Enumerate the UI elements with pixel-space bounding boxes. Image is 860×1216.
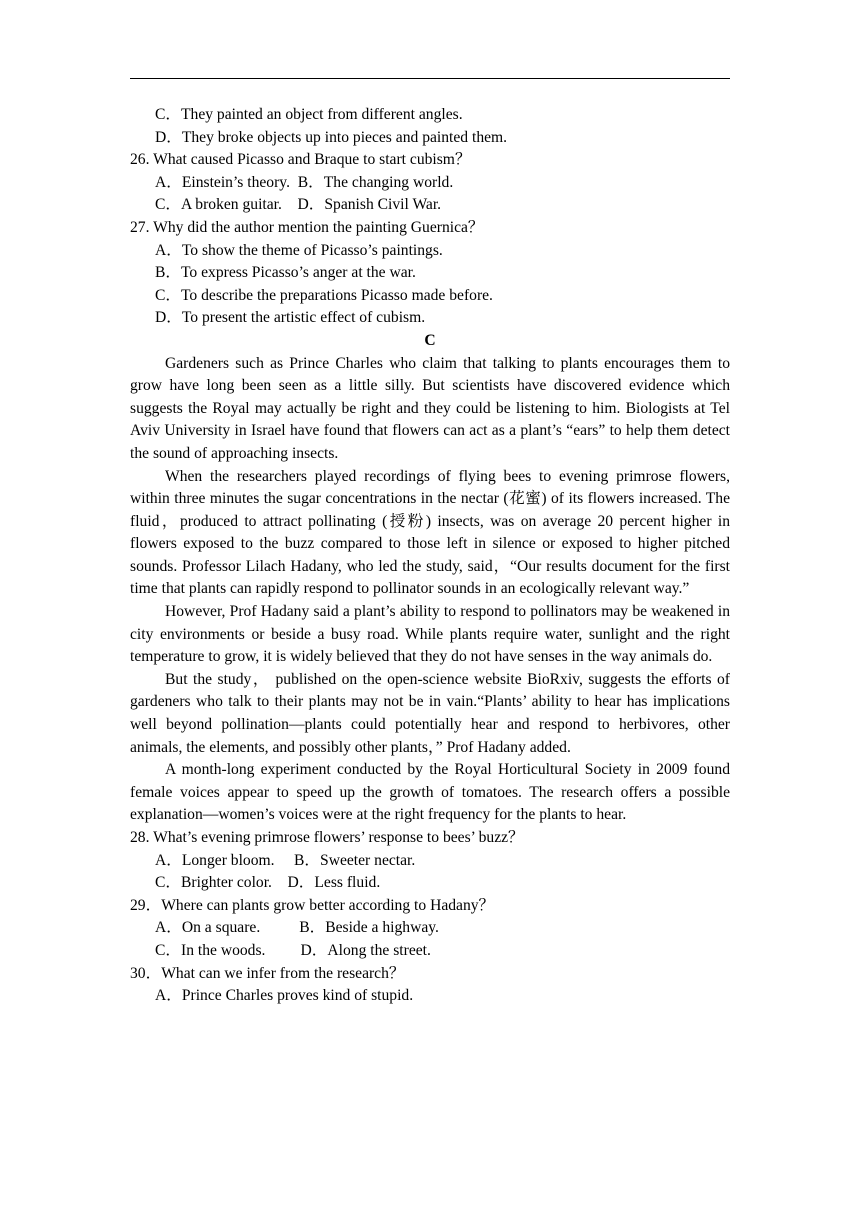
answer-option: C．To describe the preparations Picasso made before. — [155, 286, 493, 304]
answer-option: C．They painted an object from different angles. — [155, 106, 463, 123]
answer-option: C．Brighter color. D．Less fluid. — [155, 874, 381, 892]
answer-option: B．To express Picasso’s anger at the war. — [155, 264, 416, 282]
question-text: 29．Where can plants grow better according to Hadany？ — [130, 896, 495, 914]
answer-option: D．To present the artistic effect of cubism. — [155, 309, 426, 327]
section-title: C — [424, 331, 436, 349]
passage-paragraph: Gardeners such as Prince Charles who claim that talking to plants encourages them to grow have long been seen as a little silly. But scientists have discovered evidence which suggests the Royal may actually be right and they could be listening to him. Biologists at Tel Aviv University in Israel have found that flowers can act as a plant’s “ears” to help them detect the sound of approaching insects. — [130, 354, 730, 462]
question-text: 26. What caused Picasso and Braque to start cubism？ — [130, 151, 471, 169]
question-text: 27. Why did the author mention the painting Guernica？ — [130, 218, 484, 236]
answer-option: D．They broke objects up into pieces and painted them. — [155, 128, 508, 146]
questions-block-after — [130, 827, 730, 1008]
document-page — [130, 104, 730, 1008]
answer-option: A．Einstein’s theory. B．The changing world. — [155, 173, 454, 191]
questions-block-before — [130, 104, 730, 330]
passage-paragraph: When the researchers played recordings of flying bees to evening primrose flowers, within three minutes the sugar concentrations in the nectar (花蜜) of its flowers increased. The fluid，produced to attract pollinating (授粉) insects, was on average 20 percent higher in flowers exposed to the buzz compared to those left in silence or exposed to higher pitched sounds. Professor Lilach Hadany, who led the study, said，“Our results document for the first time that plants can rapidly respond to pollinator sounds in an ecologically relevant way.” — [130, 467, 730, 598]
question-text: 28. What’s evening primrose flowers’ response to bees’ buzz？ — [130, 829, 524, 846]
question-text: 30．What can we infer from the research？ — [130, 964, 405, 982]
passage-paragraph: But the study， published on the open-science website BioRxiv, suggests the efforts of gardeners who talk to their plants may not be in vain.“Plants’ ability to hear has implications well beyond pollination—plants could potentially hear and respond to herbivores, other animals, the elements, and possibly other plants，” Prof Hadany added. — [130, 670, 730, 756]
answer-option: A．To show the theme of Picasso’s paintings. — [155, 241, 443, 259]
answer-option: A．On a square. B．Beside a highway. — [155, 919, 439, 937]
passage-c — [130, 353, 730, 827]
passage-paragraph: A month-long experiment conducted by the Royal Horticultural Society in 2009 found female voices appear to speed up the growth of tomatoes. The research offers a possible explanation—women’s voices were at the right frequency for the plants to hear. — [130, 761, 730, 824]
answer-option: A．Prince Charles proves kind of stupid. — [155, 987, 414, 1005]
header-rule — [130, 78, 730, 79]
answer-option: A．Longer bloom. B．Sweeter nectar. — [155, 851, 416, 869]
passage-paragraph: However, Prof Hadany said a plant’s ability to respond to pollinators may be weakened in city environments or beside a busy road. While plants require water, sunlight and the right temperature to grow, it is widely believed that they do not have senses in the way animals do. — [130, 603, 730, 666]
answer-option: C．A broken guitar. D．Spanish Civil War. — [155, 196, 442, 214]
answer-option: C．In the woods. D．Along the street. — [155, 941, 431, 959]
